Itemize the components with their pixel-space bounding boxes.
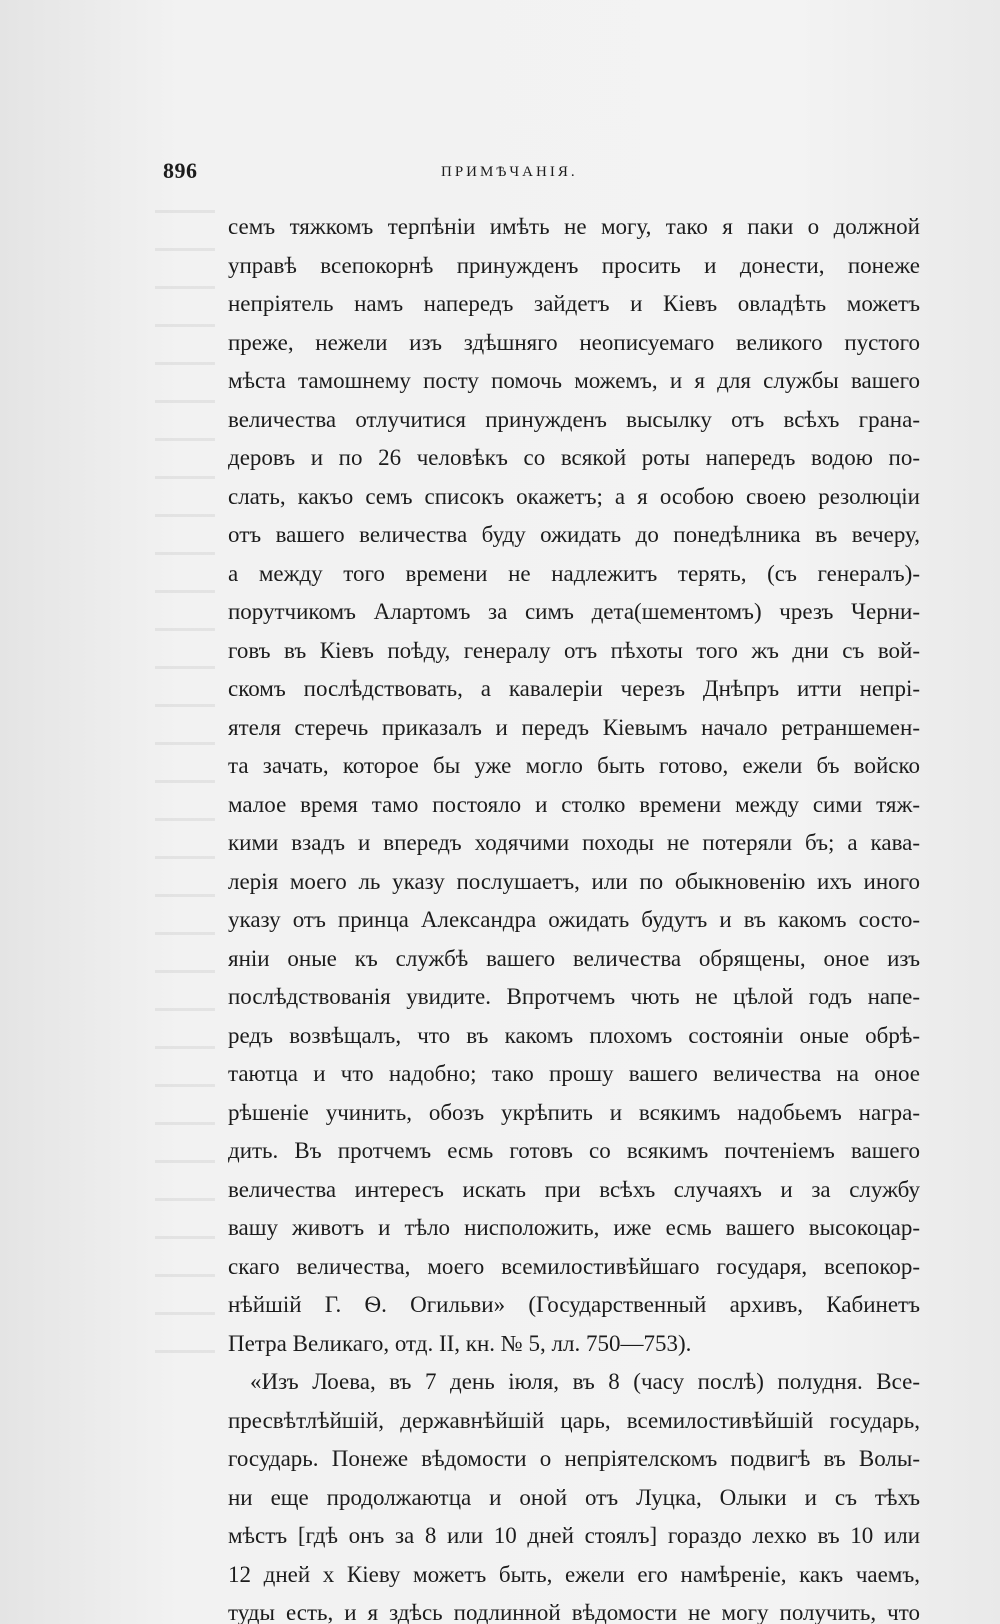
text-line: таютца и что надобно; тако прошу вашего величества на оное bbox=[228, 1061, 920, 1086]
text-line: ни еще продолжаютца и оной отъ Луцка, Олыки и съ тѣхъ bbox=[228, 1484, 920, 1510]
text-line: редъ возвѣщалъ, что въ какомъ плохомъ состояніи оные обрѣ- bbox=[228, 1022, 920, 1048]
text-line: деровъ и по 26 человѣкъ со всякой роты напередъ водою по- bbox=[228, 445, 920, 470]
text-line: преже, нежели изъ здѣшняго неописуемаго великого пустого bbox=[228, 329, 920, 355]
bleed-through-shadow bbox=[155, 210, 215, 1360]
text-line: а между того времени не надлежитъ терять, (съ генералъ)- bbox=[228, 560, 920, 586]
text-line: слать, какъо семъ списокъ окажетъ; а я особою своею резолюціи bbox=[228, 483, 920, 509]
text-line: мѣстъ [гдѣ онъ за 8 или 10 дней стоялъ] гораздо лехко въ 10 или bbox=[228, 1523, 920, 1548]
text-line: вашу животъ и тѣло нисположить, иже есмь вашего высокоцар- bbox=[228, 1215, 920, 1240]
running-title: ПРИМѢЧАНІЯ. bbox=[441, 164, 578, 180]
text-line: малое время тамо постояло и столко времени между сими тяж- bbox=[228, 791, 920, 817]
text-line: скаго величества, моего всемилостивѣйшаго государя, всепокор- bbox=[228, 1253, 920, 1279]
text-line: говъ въ Кіевъ поѣду, генералу отъ пѣхоты того жъ дни съ вой- bbox=[228, 637, 920, 663]
text-line: пресвѣтлѣйшій, державнѣйшій царь, всемилостивѣйшій государь, bbox=[228, 1407, 920, 1433]
text-line: скомъ послѣдствовать, а кавалеріи черезъ Днѣпръ итти непрі- bbox=[228, 676, 920, 701]
text-line: управѣ всепокорнѣ принужденъ просить и донести, понеже bbox=[228, 252, 920, 278]
text-line: 12 дней х Кіеву можетъ быть, ежели его намѣреніе, какъ чаемъ, bbox=[228, 1561, 920, 1587]
text-line: дить. Въ протчемъ есмь готовъ со всякимъ почтеніемъ вашего bbox=[228, 1138, 920, 1163]
text-line: государь. Понеже вѣдомости о непріятелскомъ подвигѣ въ Волы- bbox=[228, 1446, 920, 1471]
text-line: порутчикомъ Алартомъ за симъ дета(шементомъ) чрезъ Черни- bbox=[228, 599, 920, 624]
text-line: указу отъ принца Александра ожидать будутъ и въ какомъ состо- bbox=[228, 907, 920, 932]
page-body-text bbox=[228, 208, 920, 1624]
text-line: нѣйшій Г. Ѳ. Огильви» (Государственный архивъ, Кабинетъ bbox=[228, 1292, 920, 1317]
text-line: рѣшеніе учинить, обозъ укрѣпить и всякимъ надобьемъ награ- bbox=[228, 1099, 920, 1125]
page-number: 896 bbox=[163, 158, 198, 183]
text-line: мѣста тамошнему посту помочь можемъ, и я для службы вашего bbox=[228, 368, 920, 393]
text-line: та зачать, которое бы уже могло быть готово, ежели бъ войско bbox=[228, 753, 920, 778]
text-line: семъ тяжкомъ терпѣніи имѣть не могу, тако я паки о должной bbox=[228, 214, 920, 239]
text-line: кими взадъ и впередъ ходячими походы не потеряли бъ; а кава- bbox=[228, 830, 920, 855]
text-line: послѣдствованія увидите. Впротчемъ чють не цѣлой годъ напе- bbox=[228, 984, 920, 1009]
page-header bbox=[163, 158, 930, 188]
text-line: ятеля стеречь приказалъ и передъ Кіевымъ начало ретраншемен- bbox=[228, 714, 920, 740]
text-line: «Изъ Лоева, въ 7 день іюля, въ 8 (часу послѣ) полудня. Все- bbox=[250, 1369, 920, 1394]
text-line: непріятель намъ напередъ зайдетъ и Кіевъ овладѣть можетъ bbox=[228, 291, 920, 316]
text-line: Петра Великаго, отд. II, кн. № 5, лл. 750—753). bbox=[228, 1330, 692, 1356]
text-line: величества интересъ искать при всѣхъ случаяхъ и за службу bbox=[228, 1176, 920, 1202]
text-line: величества отлучитися принужденъ высылку отъ всѣхъ грана- bbox=[228, 406, 920, 432]
text-line: лерія моего ль указу послушаетъ, или по обыкновенію ихъ иного bbox=[228, 868, 920, 894]
text-line: отъ вашего величества буду ожидать до понедѣлника въ вечеру, bbox=[228, 522, 920, 547]
text-line: яніи оные къ службѣ вашего величества обрящены, оное изъ bbox=[228, 945, 920, 971]
text-line: туды есть, и я здѣсь подлинной вѣдомости не могу получить, что bbox=[228, 1600, 920, 1624]
